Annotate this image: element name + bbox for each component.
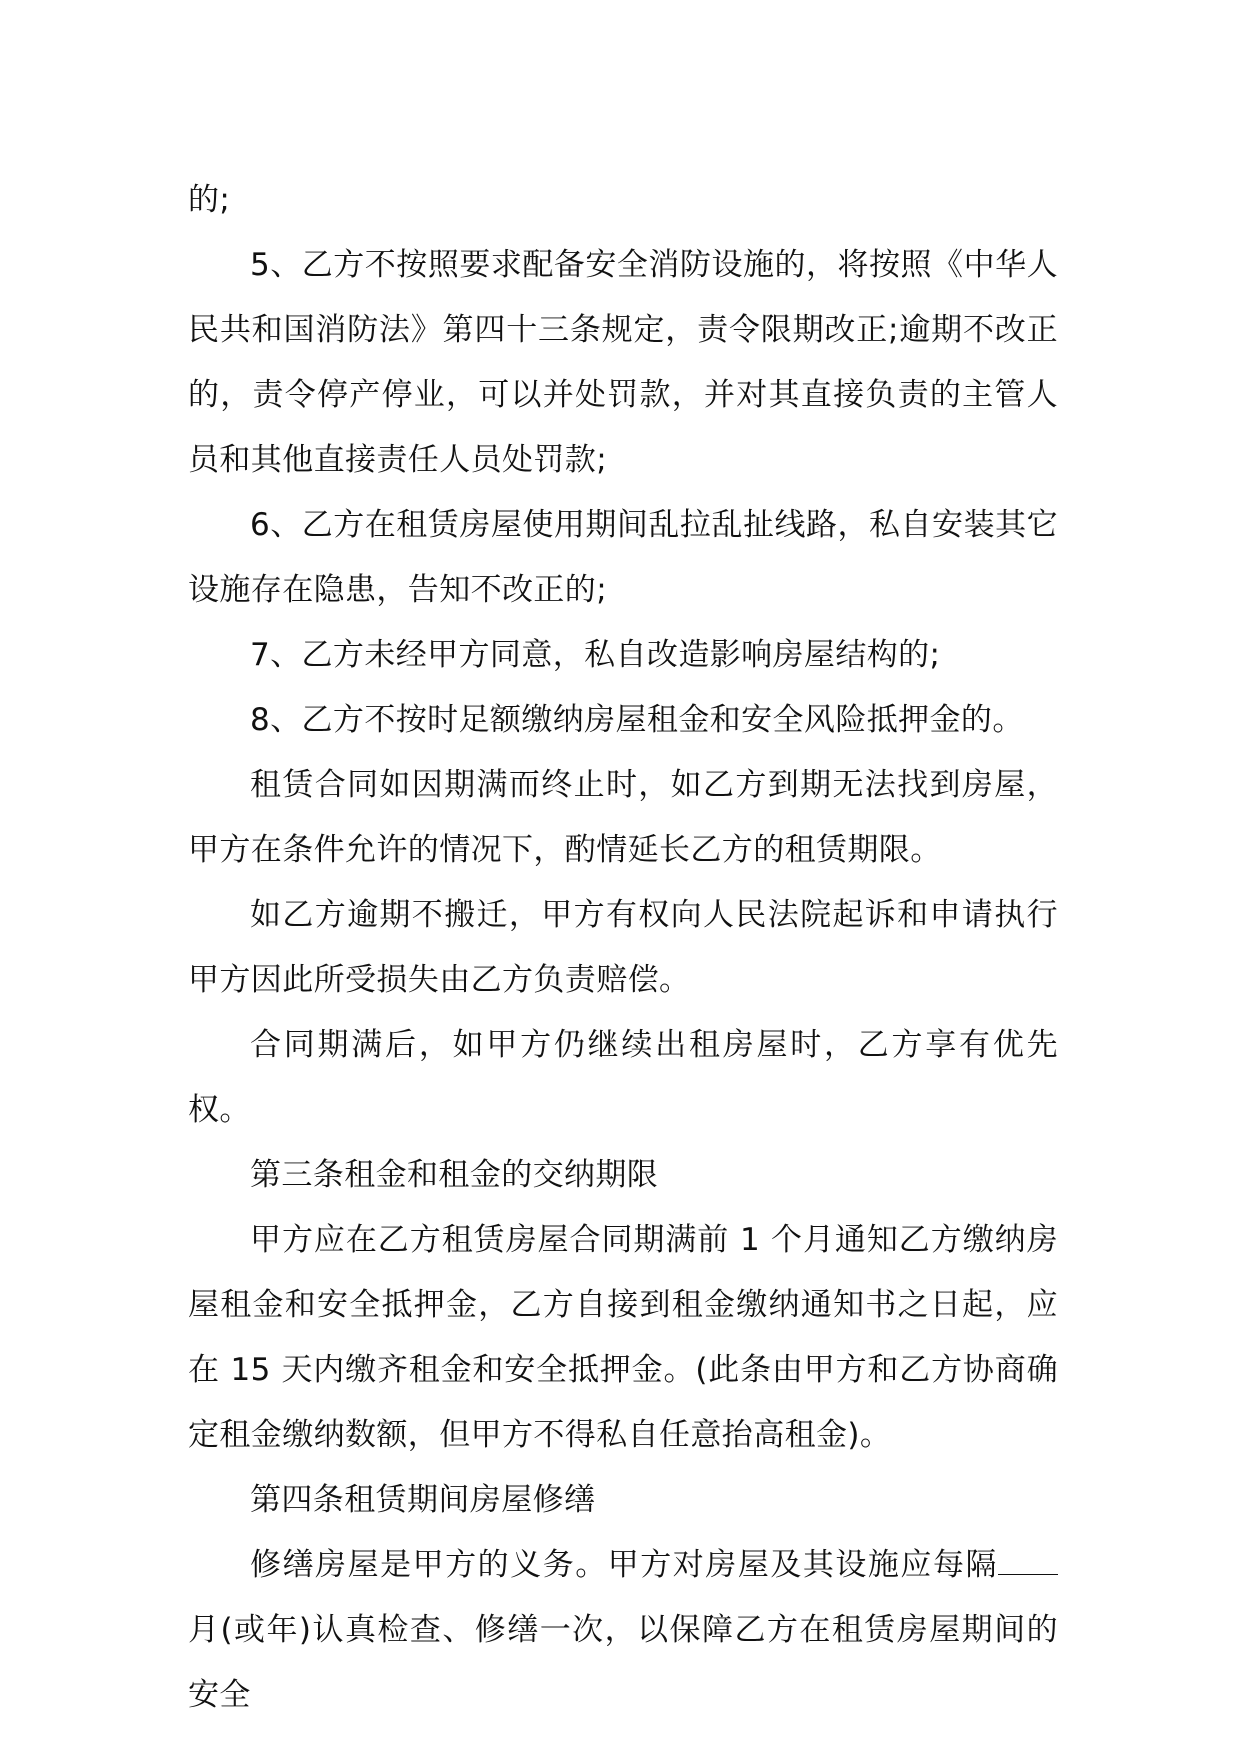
paragraph-repair-part-2: 月(或年)认真检查、修缮一次，以保障乙方在租赁房屋期间的安全 [188,1612,1058,1713]
paragraph-priority-right: 合同期满后，如甲方仍继续出租房屋时，乙方享有优先权。 [188,1027,1058,1128]
paragraph-repair [188,1533,1058,1728]
paragraph-repair-part-1: 修缮房屋是甲方的义务。甲方对房屋及其设施应每隔 [250,1547,998,1583]
paragraph-item-6: 6、乙方在租赁房屋使用期间乱拉乱扯线路，私自安装其它设施存在隐患，告知不改正的; [188,507,1058,608]
paragraph-item-5: 5、乙方不按照要求配备安全消防设施的，将按照《中华人民共和国消防法》第四十三条规定，责令限期改正;逾期不改正的，责令停产停业，可以并处罚款，并对其直接负责的主管人员和其他直接责任人员处罚款; [188,247,1058,478]
paragraph-rent-payment: 甲方应在乙方租赁房屋合同期满前 1 个月通知乙方缴纳房屋租金和安全抵押金，乙方自接到租金缴纳通知书之日起，应在 15 天内缴齐租金和安全抵押金。(此条由甲方和乙方协商确定租金缴纳数额，但甲方不得私自任意抬高租金)。 [188,1222,1058,1453]
paragraph-lease-extension: 租赁合同如因期满而终止时，如乙方到期无法找到房屋，甲方在条件允许的情况下，酌情延长乙方的租赁期限。 [188,767,1058,868]
article-4-heading: 第四条租赁期间房屋修缮 [250,1482,596,1518]
article-3-heading: 第三条租金和租金的交纳期限 [250,1157,659,1193]
document-body [188,168,1058,1728]
paragraph-item-8: 8、乙方不按时足额缴纳房屋租金和安全风险抵押金的。 [250,702,1024,738]
paragraph-item-7: 7、乙方未经甲方同意，私自改造影响房屋结构的; [250,637,941,673]
fill-in-blank [998,1546,1058,1575]
paragraph-continuation: 的; [188,182,231,218]
paragraph-overdue-relocation: 如乙方逾期不搬迁，甲方有权向人民法院起诉和申请执行甲方因此所受损失由乙方负责赔偿。 [188,897,1058,998]
